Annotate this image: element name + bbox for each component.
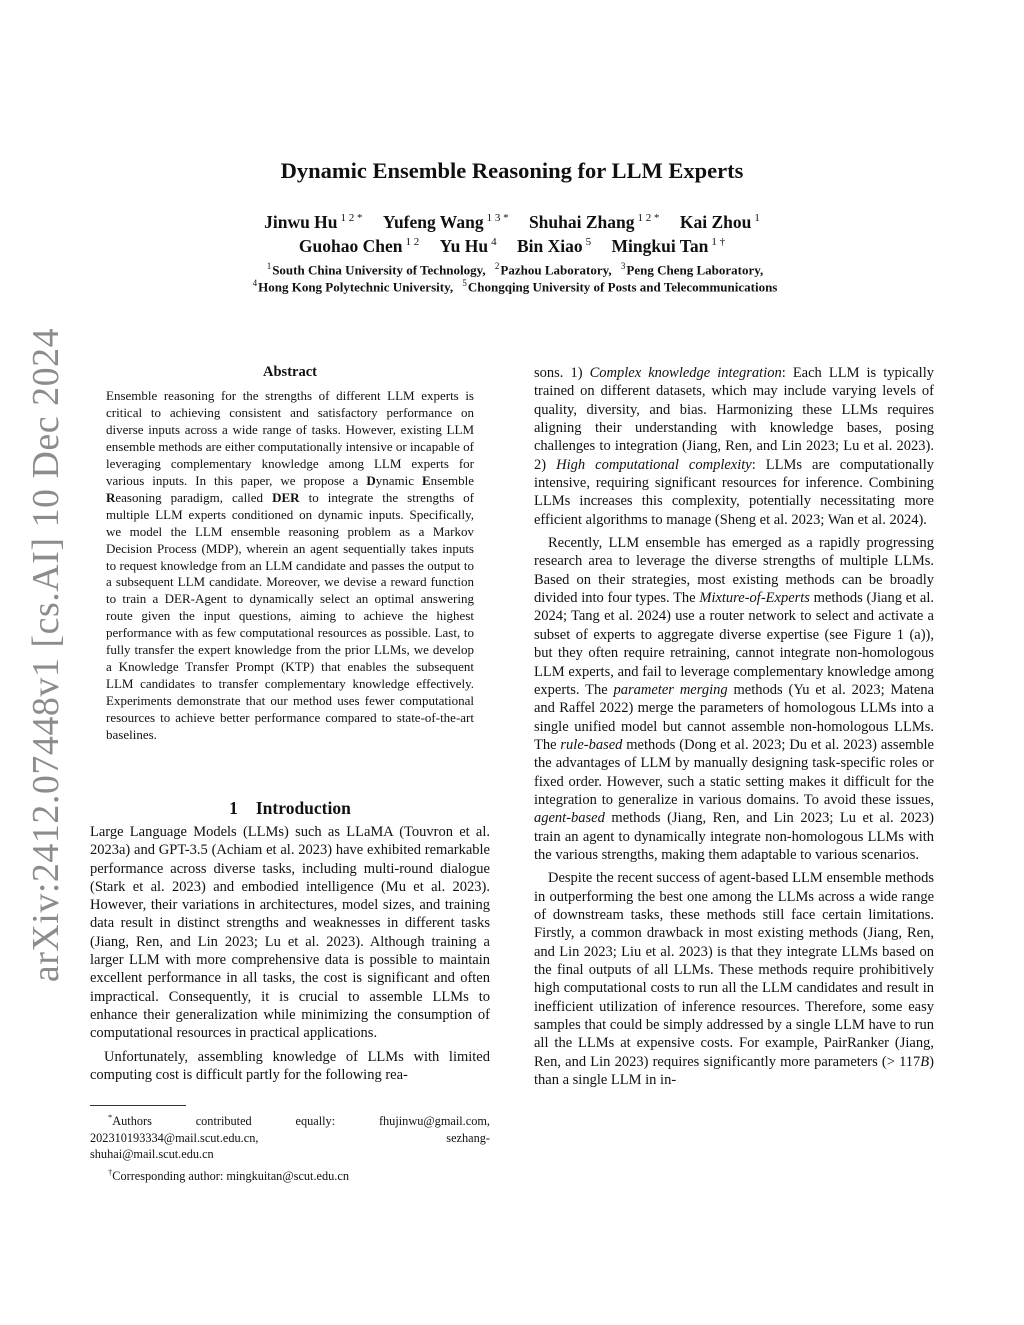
footnote-divider — [90, 1105, 186, 1106]
paragraph: sons. 1) Complex knowledge integration: Each LLM is typically trained on different datasets, which may include varying levels of quality, diversity, and bias. Harmonizing these LLMs requires aligning their understanding with knowledge bases, posing challenges to integration (Jiang, Ren, and Lin 2023; Lu et al. 2023). 2) High computational complexity: LLMs are computationally intensive, requiring significant resources for inference. Combining LLMs increases this complexity, potentially necessitating more efficient algorithms to manage (Sheng et al. 2023; Wan et al. 2024). — [534, 365, 934, 528]
affiliation: South China University of Technology, — [272, 262, 486, 278]
author: Shuhai Zhang $^{1 2 *}$ — [528, 212, 660, 232]
arxiv-identifier: arXiv:2412.07448v1 [cs.AI] 10 Dec 2024 — [25, 327, 67, 983]
author-list-line-2 — [0, 236, 1024, 257]
author: Bin Xiao $^5$ — [516, 236, 592, 256]
author: Mingkui Tan $^{1 \dagger}$ — [611, 236, 726, 256]
footnote-corresponding-author: †Corresponding author: mingkuitan@scut.edu.cn — [108, 1167, 349, 1184]
footnote-continuation: shuhai@mail.scut.edu.cn — [90, 1146, 214, 1161]
affiliation: Pazhou Laboratory, — [500, 262, 612, 278]
section-number: 1 — [229, 798, 238, 818]
section-title: Introduction — [255, 798, 351, 818]
paragraph: Large Language Models (LLMs) such as LLaMA (Touvron et al. 2023a) and GPT-3.5 (Achiam et al. 2023) have exhibited remarkable performance across diverse tasks, including multi-round dialogue (Stark et al. 2023) and embodied intelligence (Mu et al. 2023). However, their variations in architectures, model sizes, and training data result in distinct strengths and weaknesses in different tasks (Jiang, Ren, and Lin 2023; Lu et al. 2023). Although training a larger LLM with more comprehensive data is possible to maintain excellent performance in all tasks, the cost is significant and often impractical. Consequently, it is crucial to assemble LLMs to enhance their generalization while minimizing the consumption of computational resources in practical applications. — [90, 824, 490, 1042]
affiliation: Peng Cheng Laboratory, — [626, 262, 764, 278]
paragraph: Recently, LLM ensemble has emerged as a rapidly progressing research area to leverage the diverse strengths of multiple LLMs. Based on their strategies, most existing methods can be broadly divided into four types. The Mixture-of-Experts methods (Jiang et al. 2024; Tang et al. 2024) use a router network to select and activate a subset of experts to aggregate diverse expertise (see Figure 1 (a)), but they often require retraining, cannot integrate non-homologous LLM experts, and fail to leverage complementary knowledge among experts. The parameter merging methods (Yu et al. 2023; Matena and Raffel 2022) merge the parameters of homologous LLMs into a single unified model but cannot assemble non-homologous LLMs. The rule-based methods (Dong et al. 2023; Du et al. 2023) assemble the advantages of LLM by manually designing task-specific roles or fixed order. However, such a static setting makes it difficult for the integration to generalize in various domains. To avoid these issues, agent-based methods (Jiang, Ren, and Lin 2023; Lu et al. 2023) train an agent to dynamically integrate non-homologous LLMs with the various strengths, making them adaptable to various scenarios. — [534, 535, 934, 863]
affiliation: Chongqing University of Posts and Telecommunications — [467, 279, 778, 295]
introduction-heading — [90, 798, 490, 819]
footnotes — [90, 1109, 490, 1185]
affiliations-line-2: $^4$Hong Kong Polytechnic University, $^5$Chongqing University of Posts and Telecommunications — [252, 278, 778, 295]
author: Jinwu Hu $^{1 2 *}$ — [264, 212, 363, 232]
paragraph: Unfortunately, assembling knowledge of LLMs with limited computing cost is difficult partly for the following rea- — [90, 1048, 490, 1083]
arxiv-sidebar-stamp — [18, 327, 74, 983]
author: Guohao Chen $^{1 2}$ — [298, 236, 420, 256]
introduction-right-column — [534, 364, 934, 1089]
author: Yu Hu $^4$ — [439, 236, 497, 256]
affiliation: Hong Kong Polytechnic University, — [258, 279, 454, 295]
abstract-heading: Abstract — [263, 364, 317, 380]
affiliations-line-1: $^1$South China University of Technology, $^2$Pazhou Laboratory, $^3$Peng Cheng Laboratory, — [266, 261, 764, 278]
author: Kai Zhou $^1$ — [679, 212, 760, 232]
author: Yufeng Wang $^{1 3 *}$ — [382, 212, 509, 232]
abstract-body: Ensemble reasoning for the strengths of different LLM experts is critical to achieving consistent and satisfactory performance on diverse inputs across a wide range of tasks. However, existing LLM ensemble methods are either computationally intensive or incapable of leveraging complementary knowledge among LLM experts for various inputs. In this paper, we propose a Dynamic Ensemble Reasoning paradigm, called DER to integrate the strengths of multiple LLM experts conditioned on dynamic inputs. Specifically, we model the LLM ensemble reasoning problem as a Markov Decision Process (MDP), wherein an agent sequentially takes inputs to request knowledge from an LLM candidate and passes the output to a subsequent LLM candidate. Moreover, we devise a reward function to train a DER-Agent to dynamically select an optimal answering route given the input questions, aiming to achieve the highest performance with as few computational resources as possible. Last, to fully transfer the expert knowledge from the prior LLMs, we develop a Knowledge Transfer Prompt (KTP) that enables the subsequent LLM candidates to transfer complementary knowledge effectively. Experiments demonstrate that our method uses fewer computational resources to achieve better performance compared to state-of-the-art baselines. — [106, 388, 474, 743]
footnote-equal-contribution: *Authors contributed equally: fhujinwu@gmail.com, 202310193334@mail.scut.edu.cn, sezhang- — [90, 1112, 490, 1145]
paragraph: Despite the recent success of agent-based LLM ensemble methods in outperforming the best one among the LLMs across a wide range of downstream tasks, these methods still face certain limitations. Firstly, a common drawback in most existing methods (Jiang, Ren, and Lin 2023; Liu et al. 2023) is that they integrate LLMs based on the final outputs of all LLMs. These methods require prohibitively high computational costs to run all the LLM candidates and result in inefficient utilization of inference resources. Therefore, some easy samples that could be simply addressed by a single LLM have to run all the LLMs at expensive costs. For example, PairRanker (Jiang, Ren, and Lin 2023) requires significantly more parameters (> 117B) than a single LLM in in- — [534, 870, 934, 1089]
author-list-line-1 — [0, 212, 1024, 233]
introduction-left-column — [90, 823, 490, 1084]
paper-title: Dynamic Ensemble Reasoning for LLM Experts — [280, 158, 744, 183]
